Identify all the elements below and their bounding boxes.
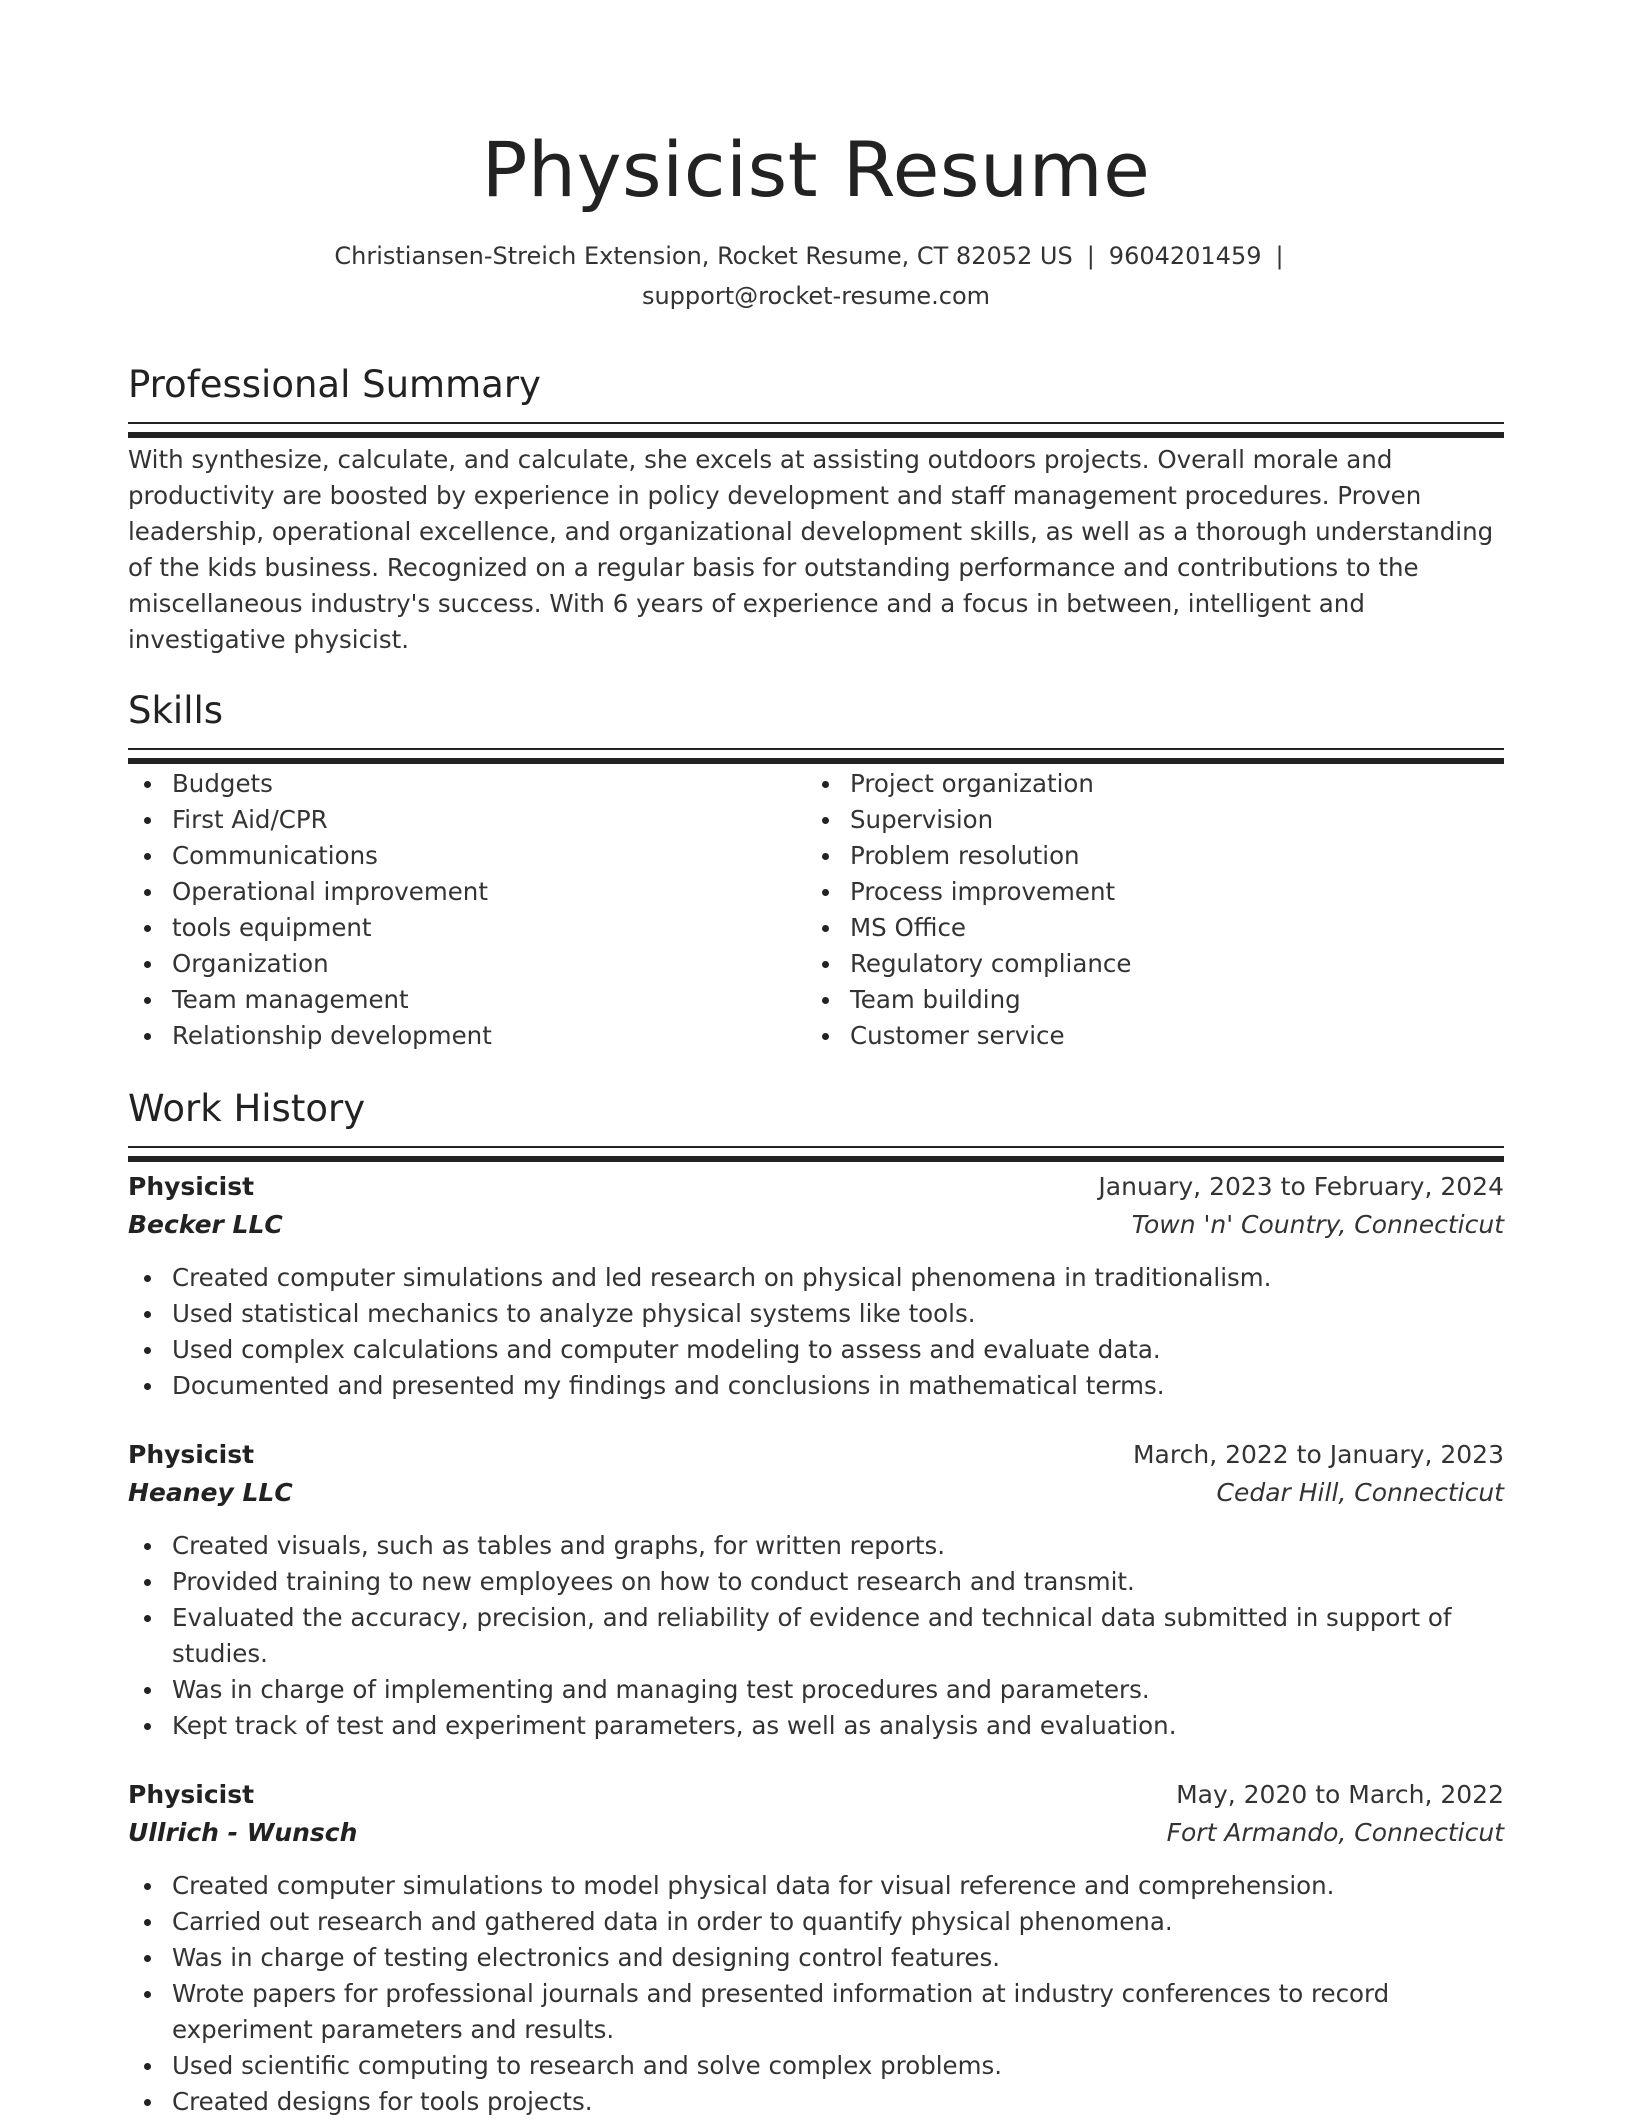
skill-item: Team management (128, 982, 806, 1018)
list-item: Was in charge of testing electronics and designing control features. (128, 1940, 1504, 1976)
section-divider (128, 1146, 1504, 1148)
skill-item: Organization (128, 946, 806, 982)
address-text: Christiansen-Streich Extension, Rocket Resume, CT 82052 US (334, 242, 1073, 270)
list-item: Documented and presented my findings and conclusions in mathematical terms. (128, 1368, 1504, 1404)
contact-line-1 (128, 236, 1504, 276)
list-item: Provided training to new employees on how to conduct research and transmit. (128, 1564, 1504, 1600)
skill-item: Project organization (806, 766, 1484, 802)
skill-item: Operational improvement (128, 874, 806, 910)
skills-column-left (128, 766, 806, 1054)
list-item: Used statistical mechanics to analyze physical systems like tools. (128, 1296, 1504, 1332)
skill-item: Process improvement (806, 874, 1484, 910)
job-duties-list (128, 1260, 1504, 1404)
skills-section (128, 686, 1504, 1054)
list-item: Used complex calculations and computer modeling to assess and evaluate data. (128, 1332, 1504, 1368)
skill-item: Regulatory compliance (806, 946, 1484, 982)
list-item: Kept track of test and experiment parameters, as well as analysis and evaluation. (128, 1708, 1504, 1744)
skill-item: Supervision (806, 802, 1484, 838)
job-entry (128, 1776, 1504, 2120)
job-dates: January, 2023 to February, 2024 (1098, 1172, 1504, 1201)
job-duties-list (128, 1528, 1504, 1744)
list-item: Was in charge of implementing and managing test procedures and parameters. (128, 1672, 1504, 1708)
list-item: Carried out research and gathered data in order to quantify physical phenomena. (128, 1904, 1504, 1940)
skill-item: Budgets (128, 766, 806, 802)
list-item: Wrote papers for professional journals and presented information at industry conferences to record experiment parameters and results. (128, 1976, 1504, 2048)
skill-item: Problem resolution (806, 838, 1484, 874)
work-history-section (128, 1084, 1504, 2120)
summary-heading: Professional Summary (128, 363, 541, 406)
job-location: Town 'n' Country, Connecticut (1131, 1210, 1504, 1239)
list-item: Created computer simulations to model physical data for visual reference and comprehension. (128, 1868, 1504, 1904)
list-item: Used scientific computing to research and solve complex problems. (128, 2048, 1504, 2084)
phone-text: 9604201459 (1108, 242, 1262, 270)
list-item: Created designs for tools projects. (128, 2084, 1504, 2120)
job-entry (128, 1168, 1504, 1404)
job-company: Becker LLC (128, 1210, 283, 1239)
skill-item: MS Office (806, 910, 1484, 946)
contact-line-2 (128, 276, 1504, 316)
job-duties-list (128, 1868, 1504, 2120)
job-dates: May, 2020 to March, 2022 (1176, 1780, 1504, 1809)
list-item: Evaluated the accuracy, precision, and reliability of evidence and technical data submitted in support of studies. (128, 1600, 1504, 1672)
summary-section (128, 360, 1504, 658)
job-location: Fort Armando, Connecticut (1166, 1818, 1504, 1847)
skills-column-right (806, 766, 1484, 1054)
job-title: Physicist (128, 1440, 255, 1469)
skill-item: Relationship development (128, 1018, 806, 1054)
skill-item: Communications (128, 838, 806, 874)
section-divider (128, 422, 1504, 424)
page-title: Physicist Resume (481, 125, 1151, 214)
skill-item: tools equipment (128, 910, 806, 946)
job-location: Cedar Hill, Connecticut (1216, 1478, 1504, 1507)
resume-page (128, 0, 1504, 2120)
skills-heading: Skills (128, 689, 224, 732)
job-title: Physicist (128, 1780, 255, 1809)
job-entry (128, 1436, 1504, 1744)
job-company: Ullrich - Wunsch (128, 1818, 358, 1847)
skill-item: First Aid/CPR (128, 802, 806, 838)
contact-separator: | (1086, 242, 1095, 270)
skills-list (128, 766, 1504, 1054)
job-company: Heaney LLC (128, 1478, 293, 1507)
section-divider (128, 748, 1504, 750)
contact-separator: | (1275, 242, 1284, 270)
list-item: Created visuals, such as tables and graphs, for written reports. (128, 1528, 1504, 1564)
email-text: support@rocket-resume.com (641, 282, 991, 310)
skill-item: Team building (806, 982, 1484, 1018)
contact-info (128, 236, 1504, 316)
list-item: Created computer simulations and led research on physical phenomena in traditionalism. (128, 1260, 1504, 1296)
work-history-heading: Work History (128, 1087, 366, 1130)
summary-paragraph: With synthesize, calculate, and calculate, she excels at assisting outdoors projects. Overall morale and productivity are boosted by experience in policy development and staff management procedures. Proven leadership, operational excellence, and organizational development skills, as well as a thorough understanding of the kids business. Recognized on a regular basis for outstanding performance and contributions to the miscellaneous industry's success. With 6 years of experience and a focus in between, intelligent and investigative physicist. (128, 445, 1494, 654)
job-title: Physicist (128, 1172, 255, 1201)
job-dates: March, 2022 to January, 2023 (1132, 1440, 1504, 1469)
skill-item: Customer service (806, 1018, 1484, 1054)
